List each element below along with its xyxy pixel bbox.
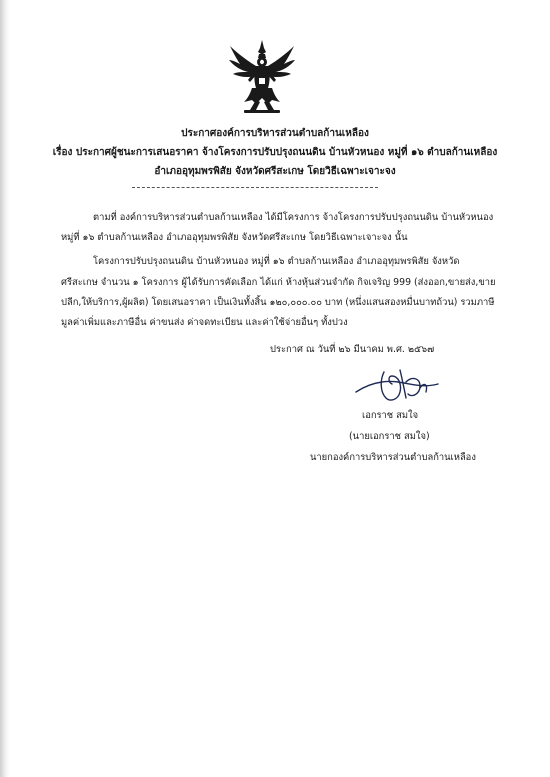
garuda-emblem-icon (226, 38, 298, 114)
announcement-date: ประกาศ ณ วันที่ ๒๖ มีนาคม พ.ศ. ๒๕๖๗ (270, 344, 435, 355)
announcement-title: ประกาศองค์การบริหารส่วนตำบลก้านเหลือง (181, 128, 369, 139)
paragraph-1-line-1: ตามที่ องค์การบริหารส่วนตำบลก้านเหลือง ได้มีโครงการ จ้างโครงการปรับปรุงถนนดิน บ้านหัวหนอง (93, 212, 494, 223)
paragraph-2-line-3: ปลีก,ให้บริการ,ผู้ผลิต) โดยเสนอราคา เป็นเงินทั้งสิ้น ๑๒๐,๐๐๐.๐๐ บาท (หนึ่งแสนสองหมื่นบาทถ้วน) รวมภาษี (61, 297, 495, 308)
paragraph-1-line-2: หมู่ที่ ๑๖ ตำบลก้านเหลือง อำเภออุทุมพรพิสัย จังหวัดศรีสะเกษ โดยวิธีเฉพาะเจาะจง นั้น (61, 232, 408, 243)
heading-divider (132, 187, 378, 188)
signer-name-parenthesized: (นายเอกราช สมใจ) (349, 431, 430, 442)
announcement-subject-continued: อำเภออุทุมพรพิสัย จังหวัดศรีสะเกษ โดยวิธีเฉพาะเจาะจง (154, 166, 396, 177)
page-edge-shadow (0, 0, 10, 777)
signer-name: เอกราช สมใจ (362, 410, 419, 421)
paragraph-2-line-2: ศรีสะเกษ จำนวน ๑ โครงการ ผู้ได้รับการคัดเลือก ได้แก่ ห้างหุ้นส่วนจำกัด กิจเจริญ 999 (ส่งออก,ขายส่ง,ขาย (61, 277, 496, 288)
signer-position: นายกองค์การบริหารส่วนตำบลก้านเหลือง (310, 452, 476, 463)
announcement-subject: เรื่อง ประกาศผู้ชนะการเสนอราคา จ้างโครงการปรับปรุงถนนดิน บ้านหัวหนอง หมู่ที่ ๑๖ ตำบลก้านเหลือง (52, 147, 498, 158)
paragraph-2-line-1: โครงการปรับปรุงถนนดิน บ้านหัวหนอง หมู่ที่ ๑๖ ตำบลก้านเหลือง อำเภออุทุมพรพิสัย จังหวัด (93, 256, 460, 267)
paragraph-2-line-4: มูลค่าเพิ่มและภาษีอื่น ค่าขนส่ง ค่าจดทะเบียน และค่าใช้จ่ายอื่นๆ ทั้งปวง (61, 317, 348, 328)
handwritten-signature (354, 362, 440, 404)
